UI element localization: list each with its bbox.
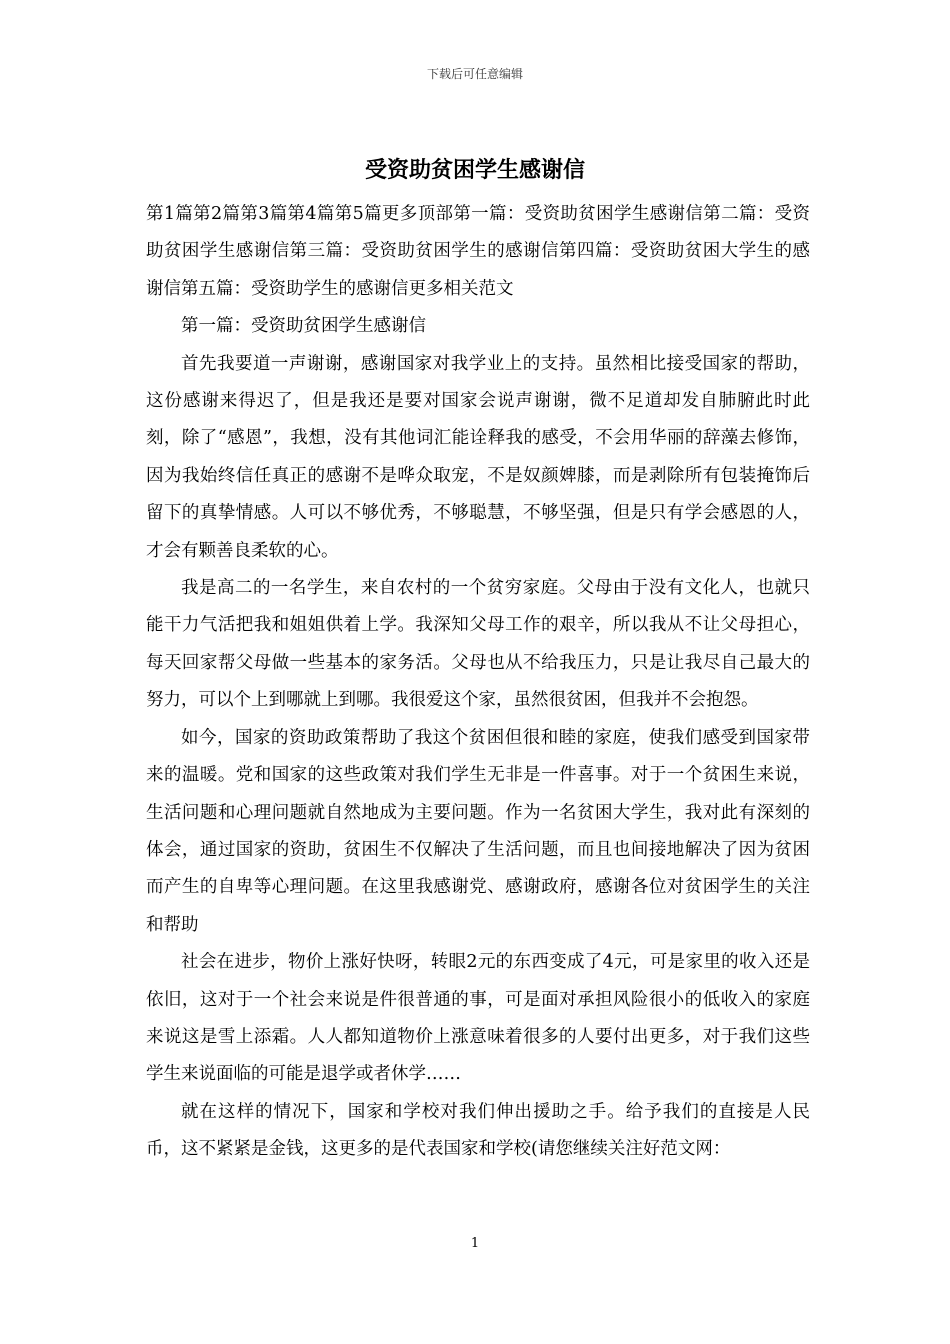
body-paragraph: 社会在进步，物价上涨好快呀，转眼2元的东西变成了4元，可是家里的收入还是依旧，这对于一个社会来说是件很普通的事，可是面对承担风险很小的低收入的家庭来说这是雪上添霜。人人都知道物价上涨意味着很多的人要付出更多，对于我们这些学生来说面临的可能是退学或者休学…… <box>146 952 810 1085</box>
page-number: 1 <box>470 1236 480 1251</box>
body-paragraph: 首先我要道一声谢谢，感谢国家对我学业上的支持。虽然相比接受国家的帮助，这份感谢来得迟了，但是我还是要对国家会说声谢谢，微不足道却发自肺腑此时此刻，除了“感恩”，我想，没有其他词汇能诠释我的感受，不会用华丽的辞藻去修饰，因为我始终信任真正的感谢不是哗众取宠，不是奴颜婢膝，而是剥除所有包装掩饰后留下的真挚情感。人可以不够优秀，不够聪慧，不够坚强，但是只有学会感恩的人，才会有颗善良柔软的心。 <box>146 353 810 561</box>
body-paragraph: 如今，国家的资助政策帮助了我这个贫困但很和睦的家庭，使我们感受到国家带来的温暖。党和国家的这些政策对我们学生无非是一件喜事。对于一个贫困生来说，生活问题和心理问题就自然地成为主要问题。作为一名贫困大学生，我对此有深刻的体会，通过国家的资助，贫困生不仅解决了生活问题，而且也间接地解决了因为贫困而产生的自卑等心理问题。在这里我感谢党、感谢政府，感谢各位对贫困学生的关注和帮助 <box>146 727 810 935</box>
section-heading: 第一篇：受资助贫困学生感谢信 <box>181 316 426 337</box>
document-title: 受资助贫困学生感谢信 <box>364 157 585 183</box>
document-body <box>146 196 810 1169</box>
toc-line: 第1篇第2篇第3篇第4篇第5篇更多顶部第一篇：受资助贫困学生感谢信第二篇：受资助贫困学生感谢信第三篇：受资助贫困学生的感谢信第四篇：受资助贫困大学生的感谢信第五篇：受资助学生的感谢信更多相关范文 <box>146 204 810 299</box>
body-paragraph: 我是高二的一名学生，来自农村的一个贫穷家庭。父母由于没有文化人，也就只能干力气活把我和姐姐供着上学。我深知父母工作的艰辛，所以我从不让父母担心，每天回家帮父母做一些基本的家务活。父母也从不给我压力，只是让我尽自己最大的努力，可以个上到哪就上到哪。我很爱这个家，虽然很贫困，但我并不会抱怨。 <box>146 578 810 711</box>
download-note-header: 下载后可任意编辑 <box>426 67 523 81</box>
body-paragraph: 就在这样的情况下，国家和学校对我们伸出援助之手。给予我们的直接是人民币，这不紧紧是金钱，这更多的是代表国家和学校(请您继续关注好范文网： <box>146 1101 810 1160</box>
